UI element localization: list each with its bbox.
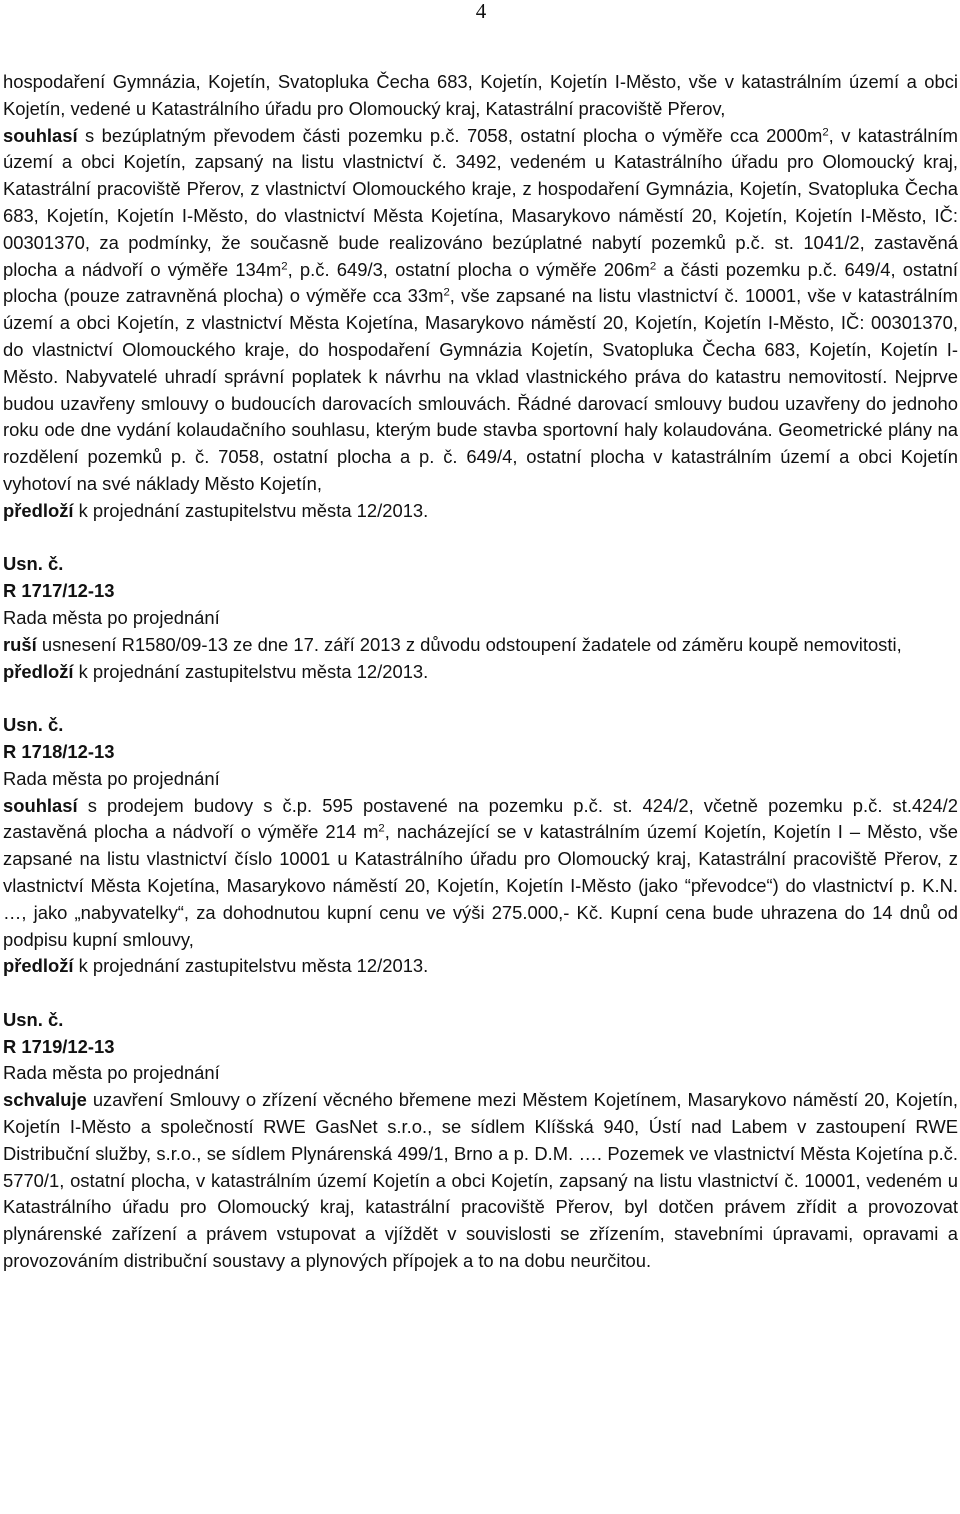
paragraph	[3, 1087, 958, 1275]
text-run: Rada města po projednání	[3, 767, 220, 789]
page-number: 4	[475, 0, 487, 23]
paragraph	[3, 793, 958, 954]
paragraph	[3, 1060, 958, 1087]
superscript: 2	[443, 287, 450, 300]
text-run: k projednání zastupitelstvu města 12/2013.	[73, 499, 429, 521]
superscript: 2	[822, 126, 829, 139]
bold-text: předloží	[3, 499, 74, 521]
bold-text: ruší	[3, 633, 37, 655]
bold-text: předloží	[3, 660, 74, 682]
superscript: 2	[649, 260, 657, 273]
text-run: , nacházející se v katastrálním území Kojetín, Kojetín I – Město, vše zapsané na listu vlastnictví číslo 10001 u Katastrálního úřadu pro Olomoucký kraj, Katastrální pracoviště Přerov, z vlastnictví Města Kojetína, Masarykovo náměstí 20, Kojetín, Kojetín I-Město (jako “převodce“) do vlastnictví p. K.N. …, jako „nabyvatelky“, za dohodnutou kupní cenu ve výši 275.000,- Kč. Kupní cena bude uhrazena do 14 dnů od podpisu kupní smlouvy,	[3, 821, 958, 950]
paragraph	[3, 123, 958, 498]
text-run: s bezúplatným převodem části pozemku p.č. 7058, ostatní plocha o výměře cca 2000m	[77, 124, 823, 146]
document-body	[3, 69, 958, 1275]
paragraph	[3, 766, 958, 793]
superscript: 2	[281, 260, 288, 273]
text-run: , p.č. 649/3, ostatní plocha o výměře 206m	[287, 258, 650, 280]
text-run: Rada města po projednání	[3, 606, 220, 628]
bold-text: Usn. č.	[3, 714, 64, 736]
paragraph	[3, 498, 958, 525]
paragraph	[3, 69, 958, 123]
text-run: , v katastrálním území a obci Kojetín, zapsaný na listu vlastnictví č. 3492, vedeném u Katastrálního úřadu pro Olomoucký kraj, Katastrální pracoviště Přerov, z vlastnictví Olomouckého kraje, z hospodaření Gymnázia, Kojetín, Svatopluka Čecha 683, Kojetín, Kojetín I-Město, do vlastnictví Města Kojetína, Masarykovo náměstí 20, Kojetín, Kojetín I-Město, IČ: 00301370, za podmínky, že současně bude realizováno bezúplatné nabytí pozemků p.č. st. 1041/2, zastavěná plocha a nádvoří o výměře 134m	[3, 124, 958, 280]
text-run: , vše zapsané na listu vlastnictví č. 10001, vše v katastrálním území a obci Kojetín, z vlastnictví Města Kojetína, Masarykovo náměstí 20, Kojetín, Kojetín I-Město, IČ: 00301370, do vlastnictví Olomouckého kraje, do hospodaření Gymnázia Kojetín, Svatopluka Čecha 683, Kojetín, Kojetín I-Město. Nabyvatelé uhradí správní poplatek k návrhu na vklad vlastnického práva do katastru nemovitostí. Nejprve budou uzavřeny smlouvy o budoucích darovacích smlouvách. Řádné darovací smlouvy budou uzavřeny do jednoho roku ode dne vydání kolaudačního souhlasu, kterým bude stavba sportovní haly kolaudována. Geometrické plány na rozdělení pozemků p. č. 7058, ostatní plocha a p. č. 649/4, ostatní plocha v katastrálním území a obci Kojetín vyhotoví na své náklady Město Kojetín,	[3, 285, 959, 494]
text-run: k projednání zastupitelstvu města 12/2013.	[73, 660, 429, 682]
paragraph	[3, 1034, 958, 1061]
bold-text: Usn. č.	[3, 1008, 64, 1030]
text-run: s prodejem budovy s č.p. 595 postavené na pozemku p.č. st. 424/2, včetně pozemku p.č. st.424/2 zastavěná plocha a nádvoří o výměře 214 m	[3, 794, 958, 843]
paragraph	[3, 578, 958, 605]
text-run: k projednání zastupitelstvu města 12/2013.	[73, 955, 429, 977]
text-run: usnesení R1580/09-13 ze dne 17. září 2013 z důvodu odstoupení žadatele od záměru koupě nemovitosti,	[36, 633, 902, 655]
paragraph-gap	[3, 980, 958, 1007]
bold-text: předloží	[3, 955, 74, 977]
text-run: hospodaření Gymnázia, Kojetín, Svatopluka Čecha 683, Kojetín, Kojetín I-Město, vše v katastrálním území a obci Kojetín, vedené u Katastrálního úřadu pro Olomoucký kraj, Katastrální pracoviště Přerov,	[3, 71, 958, 119]
paragraph	[3, 605, 958, 632]
text-run: a části pozemku p.č. 649/4, ostatní plocha (pouze zatravněná plocha) o výměře cca 33m	[3, 258, 958, 307]
bold-text: R 1718/12-13	[3, 740, 115, 762]
superscript: 2	[378, 823, 385, 836]
paragraph-gap	[3, 525, 958, 552]
paragraph	[3, 1007, 958, 1034]
paragraph	[3, 659, 958, 686]
paragraph	[3, 953, 958, 980]
bold-text: Usn. č.	[3, 553, 64, 575]
text-run: Rada města po projednání	[3, 1062, 220, 1084]
bold-text: R 1719/12-13	[3, 1035, 115, 1057]
paragraph-gap	[3, 685, 958, 712]
bold-text: schvaluje	[3, 1089, 87, 1111]
paragraph	[3, 632, 958, 659]
paragraph	[3, 739, 958, 766]
text-run: uzavření Smlouvy o zřízení věcného břemene mezi Městem Kojetínem, Masarykovo náměstí 20, Kojetín, Kojetín I-Město a společností RWE GasNet s.r.o., se sídlem Klíšská 940, Ústí nad Labem v zastoupení RWE Distribuční služby, s.r.o., se sídlem Plynárenská 499/1, Brno a p. D.M. …. Pozemek ve vlastnictví Města Kojetína p.č. 5770/1, ostatní plocha, v katastrálním území Kojetín a obci Kojetín, zapsaný na listu vlastnictví č. 10001, vedeném u Katastrálního úřadu pro Olomoucký kraj, katastrální pracoviště Přerov, byl dotčen právem zřídit a provozovat plynárenské zařízení a právem vstupovat a vjíždět v souvislosti se zřízením, stavebními úpravami, opravami a provozováním distribuční soustavy a plynových přípojek a to na dobu neurčitou.	[3, 1089, 958, 1272]
paragraph	[3, 712, 958, 739]
paragraph	[3, 551, 958, 578]
bold-text: souhlasí	[3, 794, 78, 816]
bold-text: R 1717/12-13	[3, 580, 115, 602]
bold-text: souhlasí	[3, 124, 78, 146]
